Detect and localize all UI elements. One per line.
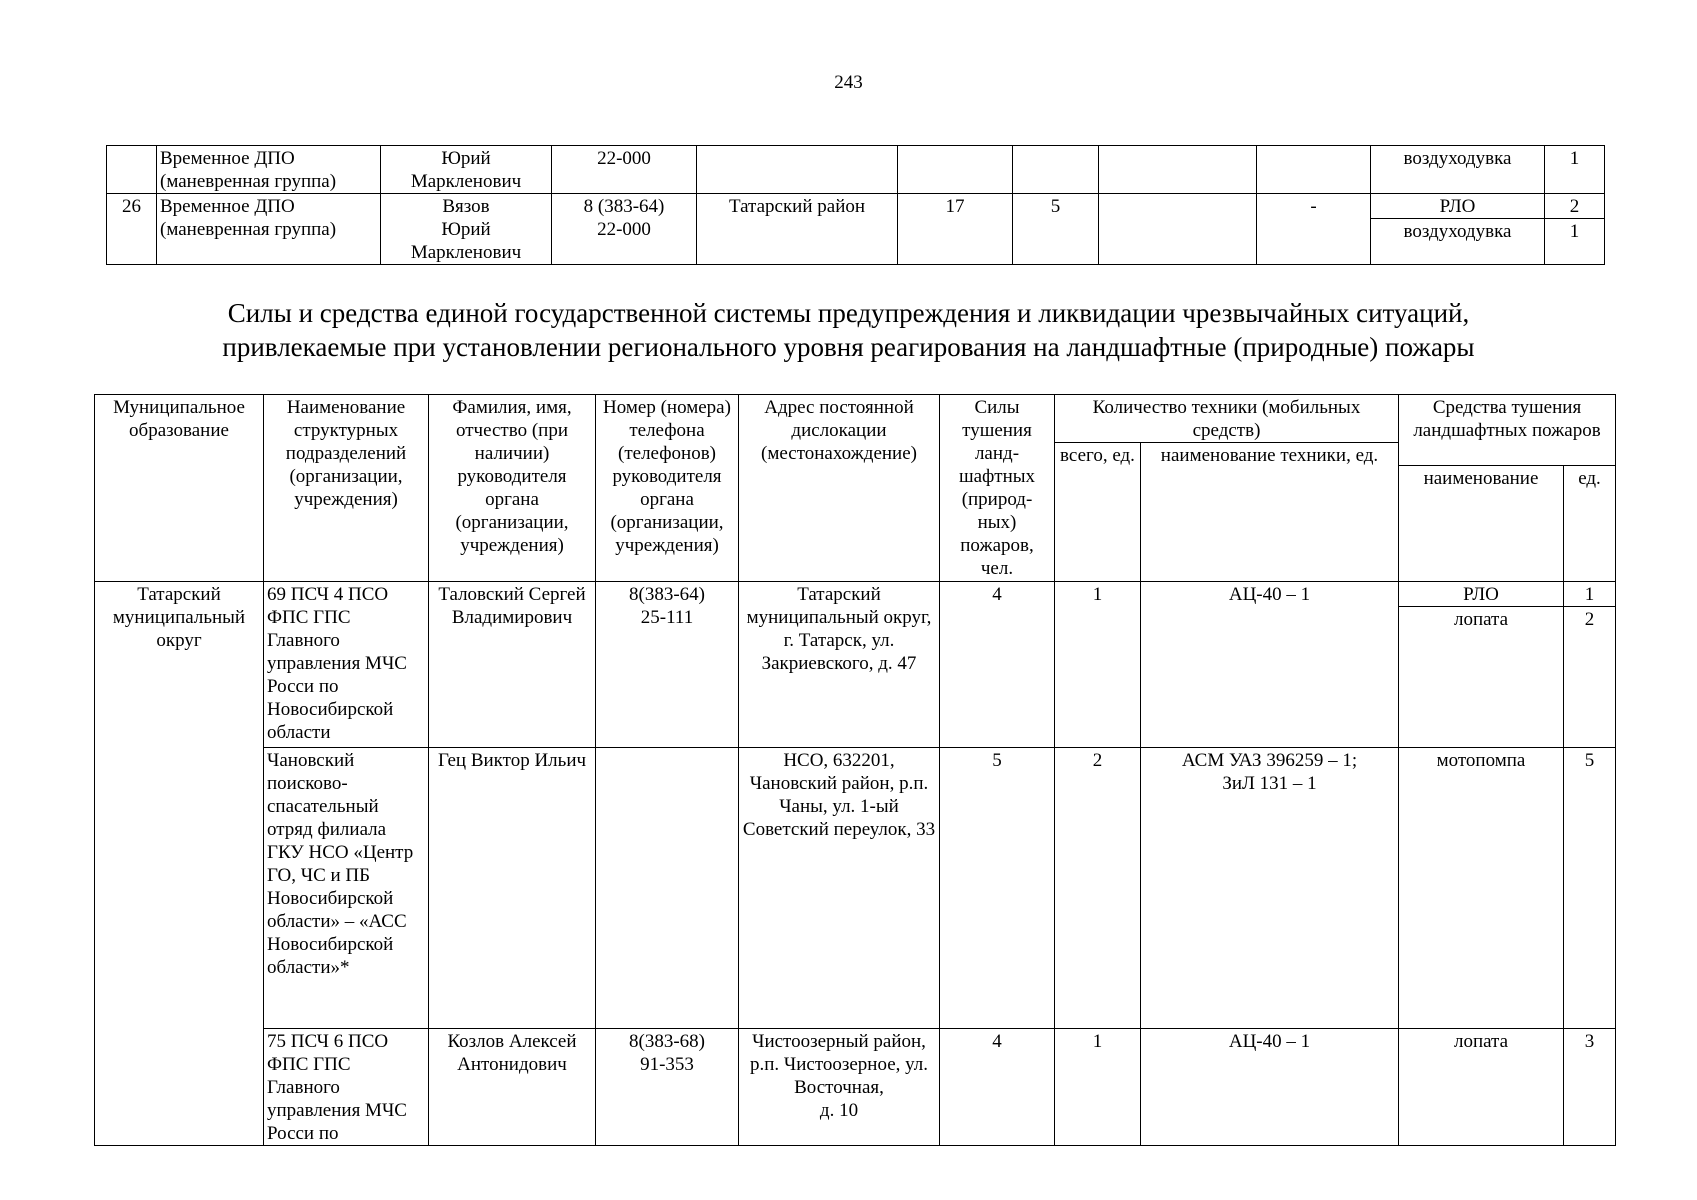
head-name: Юрий Маркленович [381,146,552,194]
address: Татарский район [697,194,898,265]
unit-name: Чановский поисково-спасательный отряд филиала ГКУ НСО «Центр ГО, ЧС и ПБ Новосибирской области» – «АСС Новосибирской области»* [264,748,429,1029]
phone [596,748,739,1029]
vehicles-names [1099,146,1257,194]
vehicles-total: 2 [1055,748,1141,1029]
vehicles-names [1099,194,1257,265]
header-vehicles-names: наименование техники, ед. [1141,443,1399,582]
means-count: 2 [1545,194,1605,219]
means-count: 1 [1564,582,1616,607]
unit-name: 69 ПСЧ 4 ПСО ФПС ГПС Главного управления МЧС Росси по Новосибирской области [264,582,429,748]
address [697,146,898,194]
unit-name: Временное ДПО (маневренная группа) [157,194,381,265]
row-number: 26 [107,194,157,265]
forces: 17 [898,194,1013,265]
table-row [95,748,1616,1029]
vehicles-total: 1 [1055,582,1141,748]
header-head: Фамилия, имя, отчество (при наличии) руководителя органа (организации, учреждения) [429,395,596,582]
vehicles-total: 5 [1013,194,1099,265]
vehicles-names: АЦ-40 – 1 [1141,1029,1399,1146]
page-number: 243 [834,72,863,93]
municipality-cell: Татарский муниципальный округ [95,582,264,1146]
means-count: 2 [1564,607,1616,748]
vehicles-total [1013,146,1099,194]
header-vehicles-group: Количество техники (мобильных средств) [1055,395,1399,443]
unit-name: Временное ДПО (маневренная группа) [157,146,381,194]
address: НСО, 632201, Чановский район, р.п. Чаны, ул. 1-ый Советский переулок, 33 [739,748,940,1029]
head-name: Таловский Сергей Владимирович [429,582,596,748]
vehicles-names: АЦ-40 – 1 [1141,582,1399,748]
forces [898,146,1013,194]
head-name: Вязов Юрий Маркленович [381,194,552,265]
address: Чистоозерный район, р.п. Чистоозерное, ул. Восточная, д. 10 [739,1029,940,1146]
means-name: мотопомпа [1399,748,1564,1029]
means-name: РЛО [1399,582,1564,607]
dash-cell: - [1257,194,1371,265]
section-title [0,296,1697,364]
forces: 4 [940,1029,1055,1146]
header-means-count: ед. [1564,466,1616,582]
phone: 8 (383-64) 22-000 [552,194,697,265]
head-name: Козлов Алексей Антонидович [429,1029,596,1146]
forces: 5 [940,748,1055,1029]
phone: 22-000 [552,146,697,194]
means-count: 3 [1564,1029,1616,1146]
header-means-name: наименование [1399,466,1564,582]
means-name: воздуходувка [1371,219,1545,265]
header-forces: Силы тушения ланд-шафтных (природ-ных) пожаров, чел. [940,395,1055,582]
row-number [107,146,157,194]
head-name: Гец Виктор Ильич [429,748,596,1029]
vehicles-names: АСМ УАЗ 396259 – 1; ЗиЛ 131 – 1 [1141,748,1399,1029]
vehicles-total: 1 [1055,1029,1141,1146]
table-row [107,194,1605,219]
means-name: лопата [1399,607,1564,748]
table-row [95,582,1616,607]
forces: 4 [940,582,1055,748]
address: Татарский муниципальный округ, г. Татарск, ул. Закриевского, д. 47 [739,582,940,748]
continuation-table [106,145,1605,265]
header-municipality: Муниципальное образование [95,395,264,582]
means-count: 1 [1545,146,1605,194]
means-name: воздуходувка [1371,146,1545,194]
header-vehicles-total: всего, ед. [1055,443,1141,582]
means-count: 5 [1564,748,1616,1029]
phone: 8(383-68) 91-353 [596,1029,739,1146]
title-line-2: привлекаемые при установлении регионального уровня реагирования на ландшафтные (природные) пожары [222,332,1475,362]
means-count: 1 [1545,219,1605,265]
header-unit: Наименование структурных подразделений (организации, учреждения) [264,395,429,582]
header-phone: Номер (номера) телефона (телефонов) руководителя органа (организации, учреждения) [596,395,739,582]
header-address: Адрес постоянной дислокации (местонахождение) [739,395,940,582]
table-row [107,146,1605,194]
title-line-1: Силы и средства единой государственной системы предупреждения и ликвидации чрезвычайных ситуаций, [227,298,1470,328]
unit-name: 75 ПСЧ 6 ПСО ФПС ГПС Главного управления МЧС Росси по [264,1029,429,1146]
forces-table [94,394,1616,1146]
means-name: РЛО [1371,194,1545,219]
phone: 8(383-64) 25-111 [596,582,739,748]
header-means-group: Средства тушения ландшафтных пожаров [1399,395,1616,466]
table-row [95,1029,1616,1146]
means-name: лопата [1399,1029,1564,1146]
empty-cell [1257,146,1371,194]
